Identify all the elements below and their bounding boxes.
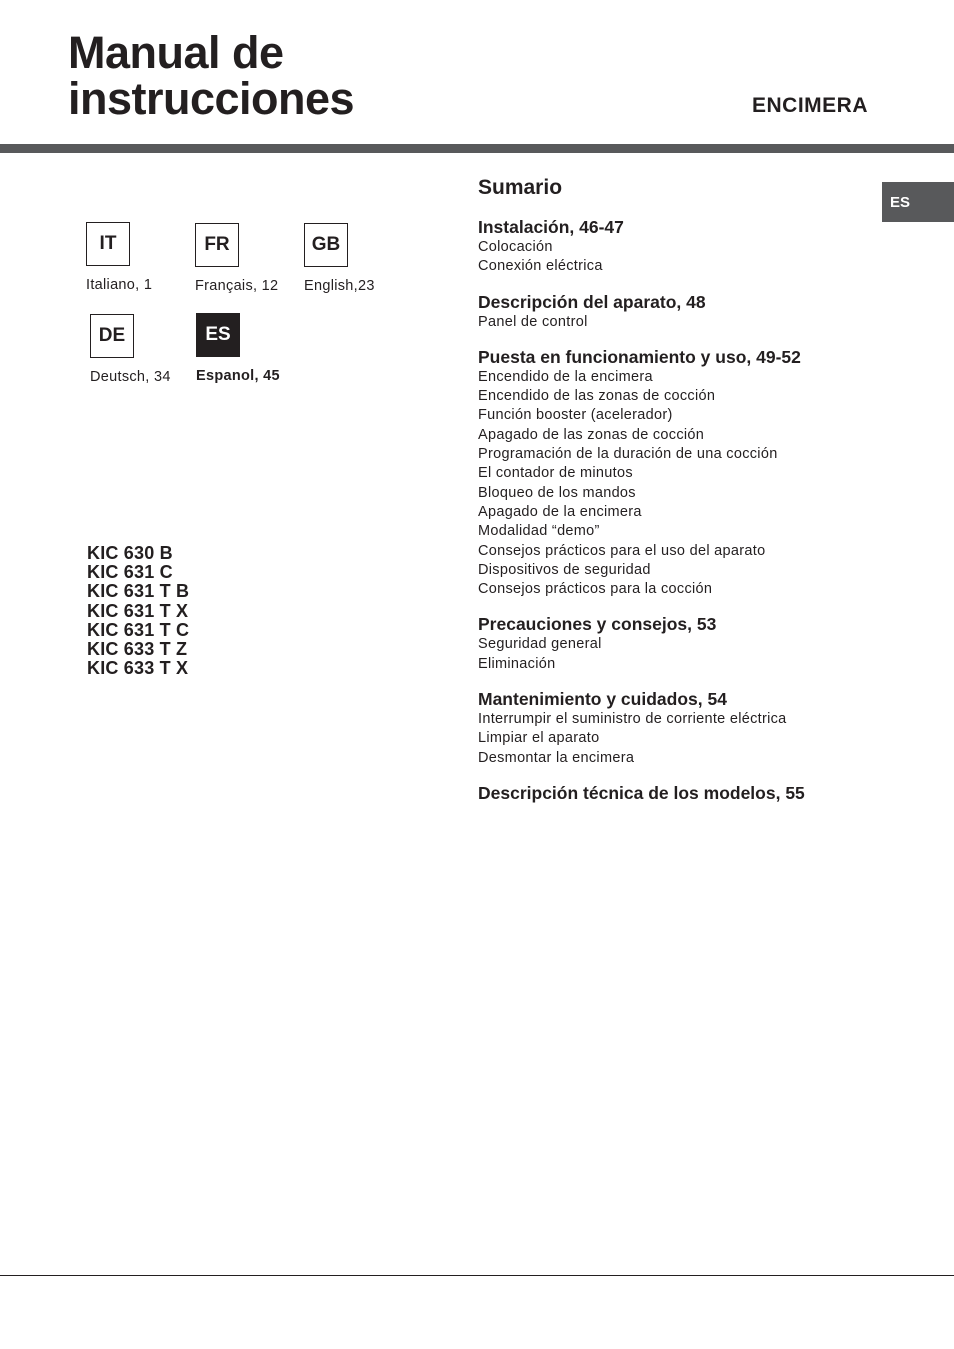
toc-section-descripcion-tecnica: [478, 782, 878, 804]
toc-item[interactable]: Función booster (acelerador): [478, 407, 673, 424]
toc-item[interactable]: Conexión eléctrica: [478, 258, 603, 275]
toc-item[interactable]: Programación de la duración de una cocción: [478, 446, 778, 463]
toc-section-title[interactable]: Precauciones y consejos, 53: [478, 614, 717, 635]
toc-item[interactable]: Encendido de la encimera: [478, 368, 653, 385]
toc-item[interactable]: Eliminación: [478, 655, 556, 672]
toc-item[interactable]: El contador de minutos: [478, 465, 633, 482]
lang-box-de[interactable]: DE: [90, 314, 134, 358]
title-line-2: instrucciones: [68, 73, 355, 124]
model-item: KIC 631 C: [87, 562, 173, 583]
lang-label-de[interactable]: Deutsch, 34: [90, 369, 171, 385]
toc-section-puesta-en-funcionamiento: [478, 346, 878, 600]
toc-item[interactable]: Modalidad “demo”: [478, 523, 600, 540]
toc-section-descripcion: [478, 291, 878, 332]
language-side-tab: ES: [882, 182, 954, 222]
toc-item[interactable]: Consejos prácticos para la cocción: [478, 581, 713, 598]
toc-item[interactable]: Panel de control: [478, 313, 588, 330]
header-rule: [0, 144, 954, 153]
toc-item[interactable]: Interrumpir el suministro de corriente eléctrica: [478, 711, 787, 728]
toc-item[interactable]: Dispositivos de seguridad: [478, 561, 651, 578]
lang-label-es[interactable]: Espanol, 45: [196, 368, 280, 384]
toc-item[interactable]: Desmontar la encimera: [478, 749, 635, 766]
lang-label-gb[interactable]: English,23: [304, 278, 375, 294]
toc-section-title[interactable]: Mantenimiento y cuidados, 54: [478, 689, 727, 710]
table-of-contents: [478, 172, 878, 818]
toc-item[interactable]: Consejos prácticos para el uso del aparato: [478, 542, 766, 559]
toc-item[interactable]: Seguridad general: [478, 636, 602, 653]
toc-section-title[interactable]: Descripción del aparato, 48: [478, 291, 706, 312]
title-line-1: Manual de: [68, 27, 284, 78]
toc-item[interactable]: Apagado de las zonas de cocción: [478, 426, 705, 443]
model-item: KIC 631 T B: [87, 581, 190, 602]
product-type: ENCIMERA: [751, 94, 868, 117]
lang-box-it[interactable]: IT: [86, 222, 130, 266]
lang-label-fr[interactable]: Français, 12: [195, 278, 279, 294]
lang-box-gb[interactable]: GB: [304, 223, 348, 267]
toc-section-precauciones: [478, 613, 878, 674]
toc-item[interactable]: Limpiar el aparato: [478, 730, 600, 747]
model-item: KIC 630 B: [87, 543, 173, 563]
lang-box-fr[interactable]: FR: [195, 223, 239, 267]
lang-label-it[interactable]: Italiano, 1: [86, 277, 153, 293]
toc-section-title[interactable]: Instalación, 46-47: [478, 217, 624, 237]
model-item: KIC 633 T Z: [87, 639, 188, 660]
toc-section-title[interactable]: Descripción técnica de los modelos, 55: [478, 782, 805, 803]
toc-item[interactable]: Apagado de la encimera: [478, 503, 642, 520]
toc-item[interactable]: Encendido de las zonas de cocción: [478, 388, 716, 405]
toc-heading: Sumario: [478, 176, 563, 199]
toc-section-title[interactable]: Puesta en funcionamiento y uso, 49-52: [478, 346, 801, 367]
model-list: [87, 544, 189, 678]
lang-box-es[interactable]: ES: [196, 313, 240, 357]
toc-item[interactable]: Colocación: [478, 239, 553, 255]
model-item: KIC 631 T X: [87, 600, 189, 621]
page-title: [68, 27, 355, 124]
toc-section-instalacion: [478, 216, 878, 277]
model-item: KIC 631 T C: [87, 619, 190, 640]
footer-rule: [0, 1275, 954, 1276]
model-item: KIC 633 T X: [87, 658, 189, 679]
toc-section-mantenimiento: [478, 688, 878, 768]
toc-item[interactable]: Bloqueo de los mandos: [478, 484, 636, 501]
